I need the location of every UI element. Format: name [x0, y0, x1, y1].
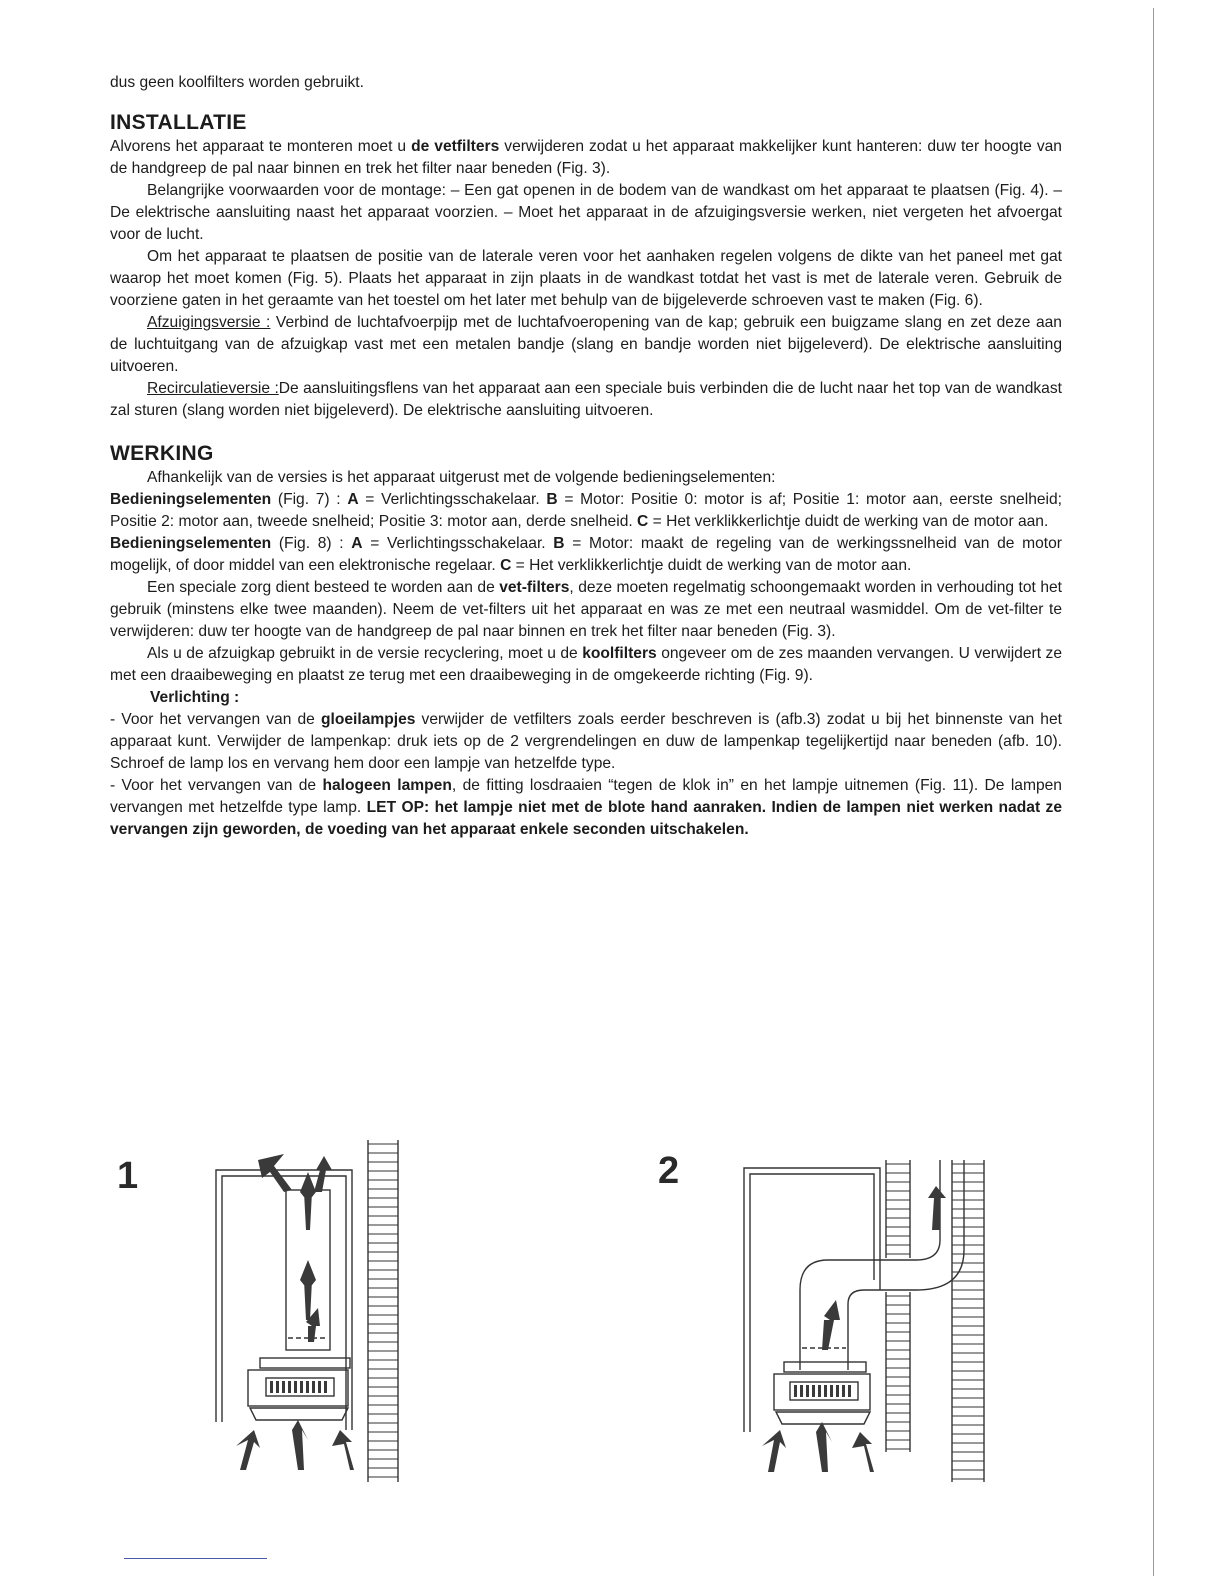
werking-para-5: Als u de afzuigkap gebruikt in de versie recyclering, moet u de koolfilters ongeveer om de zes maanden vervangen. U verwijdert ze met een draaibeweging en plaatst ze terug met een draaibeweging in de omgekeerde richting (Fig. 9).	[110, 645, 1062, 684]
duct-rungs-fig2	[886, 1164, 910, 1449]
page-edge-line	[1153, 8, 1154, 1576]
intro-line: dus geen koolfilters worden gebruikt.	[110, 74, 364, 91]
werking-para-1: Afhankelijk van de versies is het apparaat uitgerust met de volgende bedieningselementen:	[147, 469, 776, 486]
installatie-para-4: Afzuigingsversie : Verbind de luchtafvoerpijp met de luchtafvoeropening van de kap; gebruik een buigzame slang en zet deze aan de luchtuitgang van de afzuigkap vast met een metalen bandje (slang en bandje worden niet bijgeleverd). De elektrische aansluiting uitvoeren.	[110, 314, 1062, 375]
wall-ladder-fig1	[368, 1140, 398, 1482]
manual-text	[110, 72, 1062, 841]
wall-rungs-fig1	[368, 1144, 398, 1477]
werking-para-2: Bedieningselementen (Fig. 7) : A = Verlichtingsschakelaar. B = Motor: Positie 0: motor is af; Positie 1: motor aan, eerste snelheid; Positie 2: motor aan, tweede snelheid; Positie 3: motor aan, derde snelheid. C = Het verklikkerlichtje duidt de werking van de motor aan.	[110, 491, 1063, 530]
duct-ladder-fig2	[886, 1160, 910, 1452]
werking-para-6: - Voor het vervangen van de gloeilampjes verwijder de vetfilters zoals eerder beschreven is (afb.3) zodat u bij het binnenste van het apparaat kunt. Verwijder de lampenkap: druk iets op de 2 vergrendelingen en duw de lampenkap tegelijkertijd naar beneden (afb. 10). Schroef de lamp los en vervang hem door een lampje van hetzelfde type.	[110, 711, 1062, 772]
installatie-para-2: Belangrijke voorwaarden voor de montage: – Een gat openen in de bodem van de wandkast om het apparaat te plaatsen (Fig. 4). – De elektrische aansluiting naast het apparaat voorzien. – Moet het apparaat in de afzuigingsversie werken, niet vergeten het afvoergat voor de lucht.	[110, 182, 1062, 243]
air-flow-arrows-fig1	[236, 1154, 354, 1470]
werking-para-3: Bedieningselementen (Fig. 8) : A = Verlichtingsschakelaar. B = Motor: maakt de regeling van de werkingssnelheid van de motor mogelijk, of door middel van een elektronische regelaar. C = Het verklikkerlichtje duidt de werking van de motor aan.	[110, 535, 1062, 574]
installatie-para-1: Alvorens het apparaat te monteren moet u de vetfilters verwijderen zodat u het apparaat makkelijker kunt hanteren: duw ter hoogte van de handgreep de pal naar binnen en trek het filter naar beneden (Fig. 3).	[110, 138, 1062, 177]
werking-para-7: - Voor het vervangen van de halogeen lampen, de fitting losdraaien “tegen de klok in” en het lampje uitnemen (Fig. 11). De lampen vervangen met hetzelfde type lamp. LET OP: het lampje niet met de blote hand aanraken. Indien de lampen niet werken nadat ze vervangen zijn geworden, de voeding van het apparaat enkele seconden uitschakelen.	[110, 777, 1062, 838]
figure-2-label: 2	[658, 1150, 680, 1192]
verlichting-label: Verlichting :	[150, 689, 240, 706]
wall-rungs-fig2	[952, 1164, 984, 1479]
installatie-para-5: Recirculatieversie :De aansluitingsflens van het apparaat aan een speciale buis verbinden die de lucht naar het top van de wandkast zal sturen (slang worden niet bijgeleverd). De elektrische aansluiting uitvoeren.	[110, 380, 1062, 419]
fan-grille-fig1	[270, 1381, 327, 1393]
werking-para-4: Een speciale zorg dient besteed te worden aan de vet-filters, deze moeten regelmatig schoongemaakt worden in verhouding tot het gebruik (minstens elke twee maanden). Neem de vet-filters uit het apparaat en was ze met een neutraal wasmiddel. Om de vet-filter te verwijderen: duw ter hoogte van de handgreep de pal naar binnen en trek het filter naar beneden (Fig. 3).	[110, 579, 1062, 640]
figure-1-extraction-diagram	[200, 1130, 410, 1490]
werking-heading: WERKING	[110, 442, 214, 465]
installatie-para-3: Om het apparaat te plaatsen de positie van de laterale veren voor het aanhaken regelen volgens de dikte van het paneel met gat waarop het moet komen (Fig. 5). Plaats het apparaat in zijn plaats in de wandkast totdat het vast is met de laterale veren. Gebruik de voorziene gaten in het geraamte van het toestel om het later met behulp van de bijgeleverde schroeven vast te maken (Fig. 6).	[110, 248, 1062, 309]
air-flow-arrows-fig2	[762, 1186, 946, 1472]
footnote-rule	[124, 1558, 267, 1559]
figure-2-recirculation-diagram	[740, 1150, 990, 1490]
fan-grille-fig2	[794, 1385, 851, 1397]
figure-1-label: 1	[117, 1155, 139, 1197]
installatie-heading: INSTALLATIE	[110, 111, 247, 134]
